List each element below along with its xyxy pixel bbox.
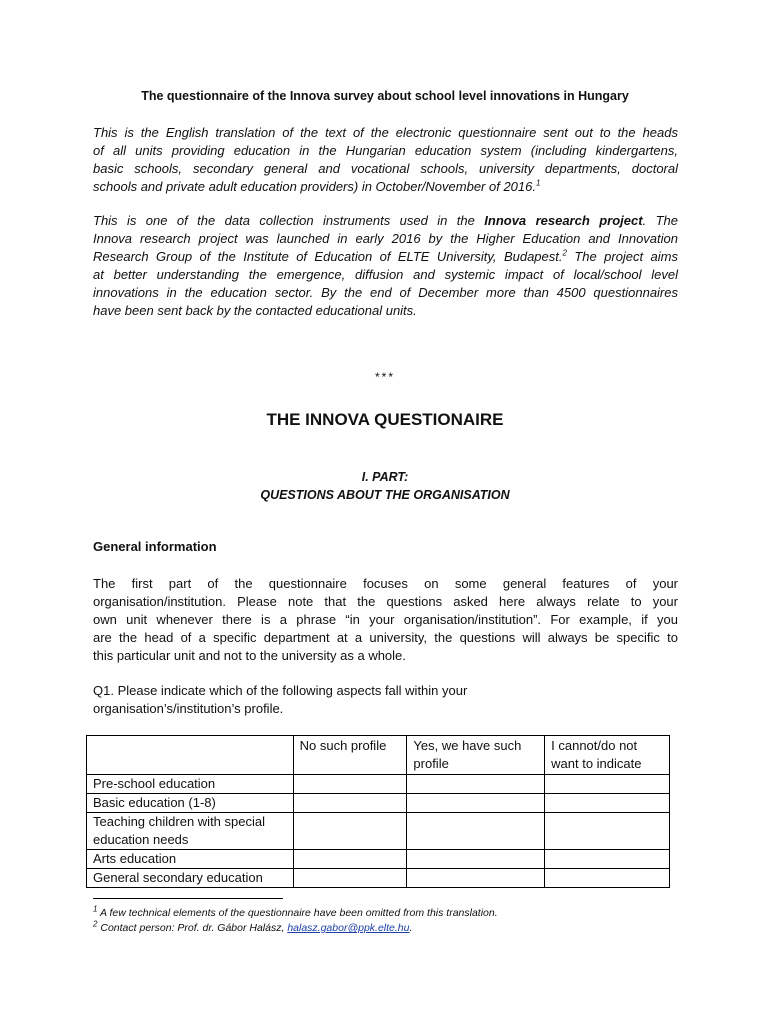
part-title: QUESTIONS ABOUT THE ORGANISATION <box>260 488 510 502</box>
table-header-yes-profile: Yes, we have such profile <box>407 736 545 775</box>
general-info-line: are the head of a specific department at a university, the questions will always be specific to <box>93 630 678 645</box>
general-info-line: The first part of the questionnaire focuses on some general features of your <box>93 576 678 591</box>
general-info-line: own unit whenever there is a phrase “in your organisation/institution”. For example, if you <box>93 612 678 627</box>
general-info-line: this particular unit and not to the university as a whole. <box>93 648 406 663</box>
general-info-paragraph <box>93 575 678 665</box>
section-separator: *** <box>374 370 395 384</box>
answer-cell-yes[interactable] <box>407 775 545 794</box>
row-label: General secondary education <box>87 869 294 888</box>
table-row <box>87 850 670 869</box>
contact-email-link[interactable]: halasz.gabor@ppk.elte.hu <box>287 922 410 934</box>
answer-cell-no[interactable] <box>293 869 407 888</box>
footnote-divider <box>93 898 283 899</box>
footnote-2: $^2$ Contact person: Prof. dr. Gábor Halász, halasz.gabor@ppk.elte.hu. <box>93 919 413 934</box>
table-header-cannot-indicate: I cannot/do not want to indicate <box>545 736 670 775</box>
table-row <box>87 813 670 850</box>
row-label: Teaching children with special education needs <box>87 813 294 850</box>
intro-line: This is the English translation of the text of the electronic questionnaire sent out to the heads <box>93 125 678 140</box>
project-line: This is one of the data collection instruments used in the Innova research project. The <box>93 213 678 228</box>
general-info-line: organisation/institution. Please note that the questions asked here always relate to your <box>93 594 678 609</box>
answer-cell-no[interactable] <box>293 850 407 869</box>
part-number: I. PART: <box>361 470 409 484</box>
footnotes <box>93 906 498 936</box>
table-row <box>87 869 670 888</box>
intro-paragraph <box>93 124 678 196</box>
project-line: at better understanding the emergence, diffusion and systemic impact of local/school level <box>93 267 678 282</box>
question-q1 <box>93 682 678 718</box>
answer-cell-yes[interactable] <box>407 869 545 888</box>
answer-cell-yes[interactable] <box>407 794 545 813</box>
footnote-ref-1[interactable]: 1 <box>535 178 541 188</box>
answer-cell-cannot[interactable] <box>545 775 670 794</box>
row-label: Pre-school education <box>87 775 294 794</box>
project-line: Research Group of the Institute of Education of ELTE University, Budapest.$^2$ The project aims <box>93 248 678 264</box>
answer-cell-no[interactable] <box>293 813 407 850</box>
answer-cell-cannot[interactable] <box>545 869 670 888</box>
project-line: have been sent back by the contacted educational units. <box>93 303 417 318</box>
table-header-row <box>87 736 670 775</box>
project-name-bold: Innova research project <box>484 213 643 228</box>
intro-line: basic schools, secondary general and vocational schools, university departments, doctoral <box>93 161 678 176</box>
answer-cell-yes[interactable] <box>407 850 545 869</box>
part-heading <box>0 468 770 504</box>
question-line: Q1. Please indicate which of the following aspects fall within your <box>93 683 468 698</box>
project-line: innovations in the education sector. By the end of December more than 4500 questionnaires <box>93 285 678 300</box>
answer-cell-cannot[interactable] <box>545 813 670 850</box>
answer-cell-yes[interactable] <box>407 813 545 850</box>
table-row <box>87 775 670 794</box>
intro-line: of all units providing education in the Hungarian education system (including kindergartens, <box>93 143 678 158</box>
answer-cell-cannot[interactable] <box>545 850 670 869</box>
row-label: Basic education (1-8) <box>87 794 294 813</box>
table-header-no-profile: No such profile <box>293 736 407 775</box>
project-paragraph <box>93 212 678 320</box>
general-info-heading: General information <box>93 539 217 554</box>
answer-cell-no[interactable] <box>293 794 407 813</box>
row-label: Arts education <box>87 850 294 869</box>
document-title: The questionnaire of the Innova survey about school level innovations in Hungary <box>141 89 629 103</box>
table-header-empty <box>87 736 294 775</box>
table-row <box>87 794 670 813</box>
intro-line: schools and private adult education providers) in October/November of 2016.$^1$ <box>93 178 541 194</box>
answer-cell-no[interactable] <box>293 775 407 794</box>
questionnaire-heading: THE INNOVA QUESTIONAIRE <box>266 410 504 429</box>
profile-table <box>86 735 670 888</box>
project-line: Innova research project was launched in early 2016 by the Higher Education and Innovation <box>93 231 678 246</box>
footnote-1: $^1$ A few technical elements of the questionnaire have been omitted from this translation. <box>93 904 498 919</box>
question-line: organisation’s/institution’s profile. <box>93 701 284 716</box>
footnote-ref-2[interactable]: 2 <box>562 248 567 258</box>
answer-cell-cannot[interactable] <box>545 794 670 813</box>
